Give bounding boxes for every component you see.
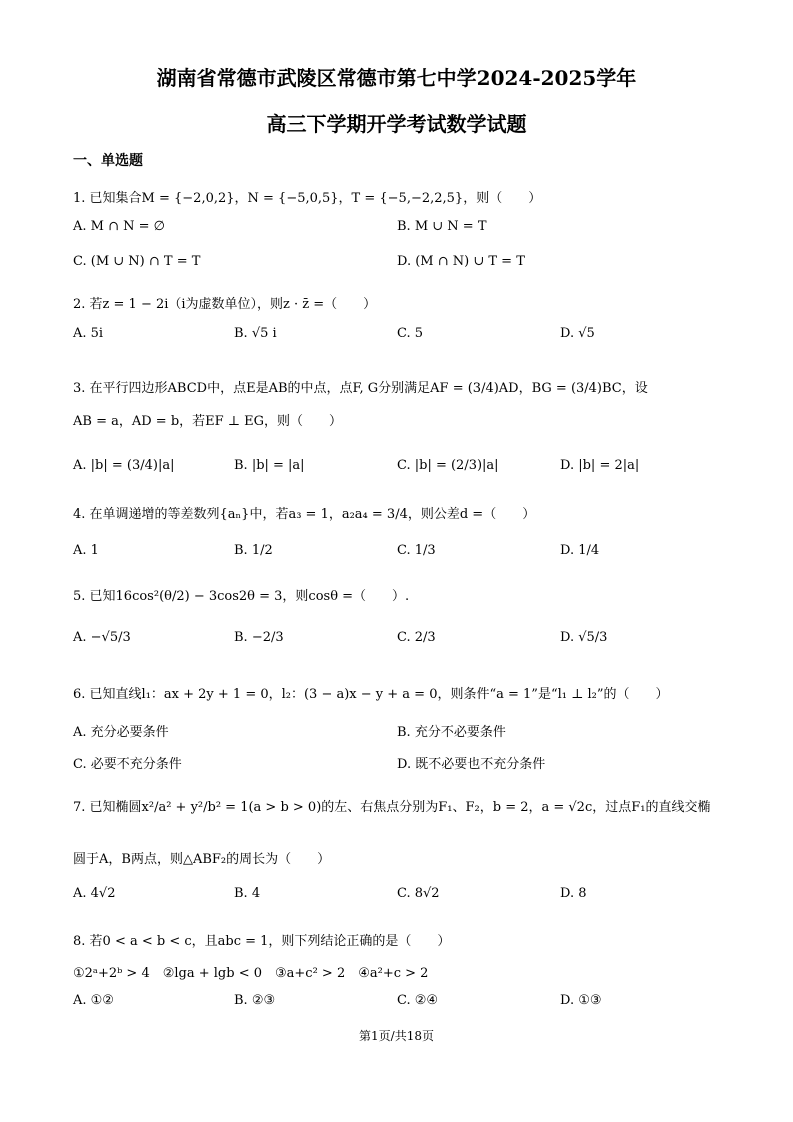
question-5-stem: 5. 已知16cos²(θ/2) − 3cos2θ = 3，则cosθ =（ ）. [73,589,410,604]
question-4-option-a: A. 1 [73,543,99,558]
question-5-option-b: B. −2/3 [234,630,284,645]
question-3-option-d: D. |b| = 2|a| [560,458,640,473]
question-2-option-b: B. √5 i [234,326,277,341]
question-8-stem: 8. 若0 < a < b < c，且abc = 1，则下列结论正确的是（ ） [73,934,451,949]
question-7-option-d: D. 8 [560,886,587,901]
question-3-stem-continued: AB = a，AD = b，若EF ⊥ EG，则（ ） [73,414,343,429]
question-6-option-d: D. 既不必要也不充分条件 [397,757,546,772]
question-1-option-c: C. (M ∪ N) ∩ T = T [73,254,201,269]
question-7-stem-continued: 圆于A，B两点，则△ABF₂的周长为（ ） [73,852,331,867]
question-4-option-c: C. 1/3 [397,543,436,558]
question-6-option-a: A. 充分必要条件 [73,725,169,740]
question-2-stem: 2. 若z = 1 − 2i（i为虚数单位），则z · z̄ =（ ） [73,297,377,312]
question-6-option-c: C. 必要不充分条件 [73,757,182,772]
question-2-option-d: D. √5 [560,326,595,341]
question-7-option-b: B. 4 [234,886,261,901]
question-7-option-a: A. 4√2 [73,886,116,901]
question-3-option-a: A. |b| = (3/4)|a| [73,458,175,473]
question-3-stem: 3. 在平行四边形ABCD中，点E是AB的中点，点F, G分别满足AF = (3/4)AD，BG = (3/4)BC，设 [73,381,648,396]
question-1-option-b: B. M ∪ N = T [397,219,487,234]
question-1-stem: 1. 已知集合M = {−2,0,2}，N = {−5,0,5}，T = {−5,−2,2,5}，则（ ） [73,191,542,206]
question-8-option-c: C. ②④ [397,993,439,1008]
doc-title-line1: 湖南省常德市武陵区常德市第七中学2024-2025学年 [156,66,637,90]
question-8-option-b: B. ②③ [234,993,276,1008]
question-7-option-c: C. 8√2 [397,886,440,901]
question-8-statements: ①2ᵃ+2ᵇ > 4 ②lga + lgb < 0 ③a+c² > 2 ④a²+c > 2 [73,966,429,981]
question-6-option-b: B. 充分不必要条件 [397,725,506,740]
question-5-option-c: C. 2/3 [397,630,436,645]
section-heading: 一、单选题 [73,153,143,169]
question-6-stem: 6. 已知直线l₁：ax + 2y + 1 = 0，l₂：(3 − a)x − y + a = 0，则条件“a = 1”是“l₁ ⊥ l₂”的（ ） [73,687,669,702]
question-8-option-d: D. ①③ [560,993,602,1008]
question-2-option-c: C. 5 [397,326,424,341]
question-8-option-a: A. ①② [73,993,114,1008]
question-2-option-a: A. 5i [73,326,104,341]
question-4-option-d: D. 1/4 [560,543,600,558]
question-5-option-a: A. −√5/3 [73,630,131,645]
doc-title-line2: 高三下学期开学考试数学试题 [266,112,527,136]
question-4-option-b: B. 1/2 [234,543,273,558]
question-1-option-d: D. (M ∩ N) ∪ T = T [397,254,525,269]
question-1-option-a: A. M ∩ N = ∅ [73,219,165,234]
question-3-option-b: B. |b| = |a| [234,458,305,473]
question-7-stem: 7. 已知椭圆x²/a² + y²/b² = 1(a > b > 0)的左、右焦点分别为F₁、F₂，b = 2，a = √2c，过点F₁的直线交椭 [73,800,711,815]
question-3-option-c: C. |b| = (2/3)|a| [397,458,499,473]
question-4-stem: 4. 在单调递增的等差数列{aₙ}中，若a₃ = 1，a₂a₄ = 3/4，则公差d =（ ） [73,507,536,522]
page-footer: 第1页/共18页 [359,1029,434,1043]
question-5-option-d: D. √5/3 [560,630,608,645]
